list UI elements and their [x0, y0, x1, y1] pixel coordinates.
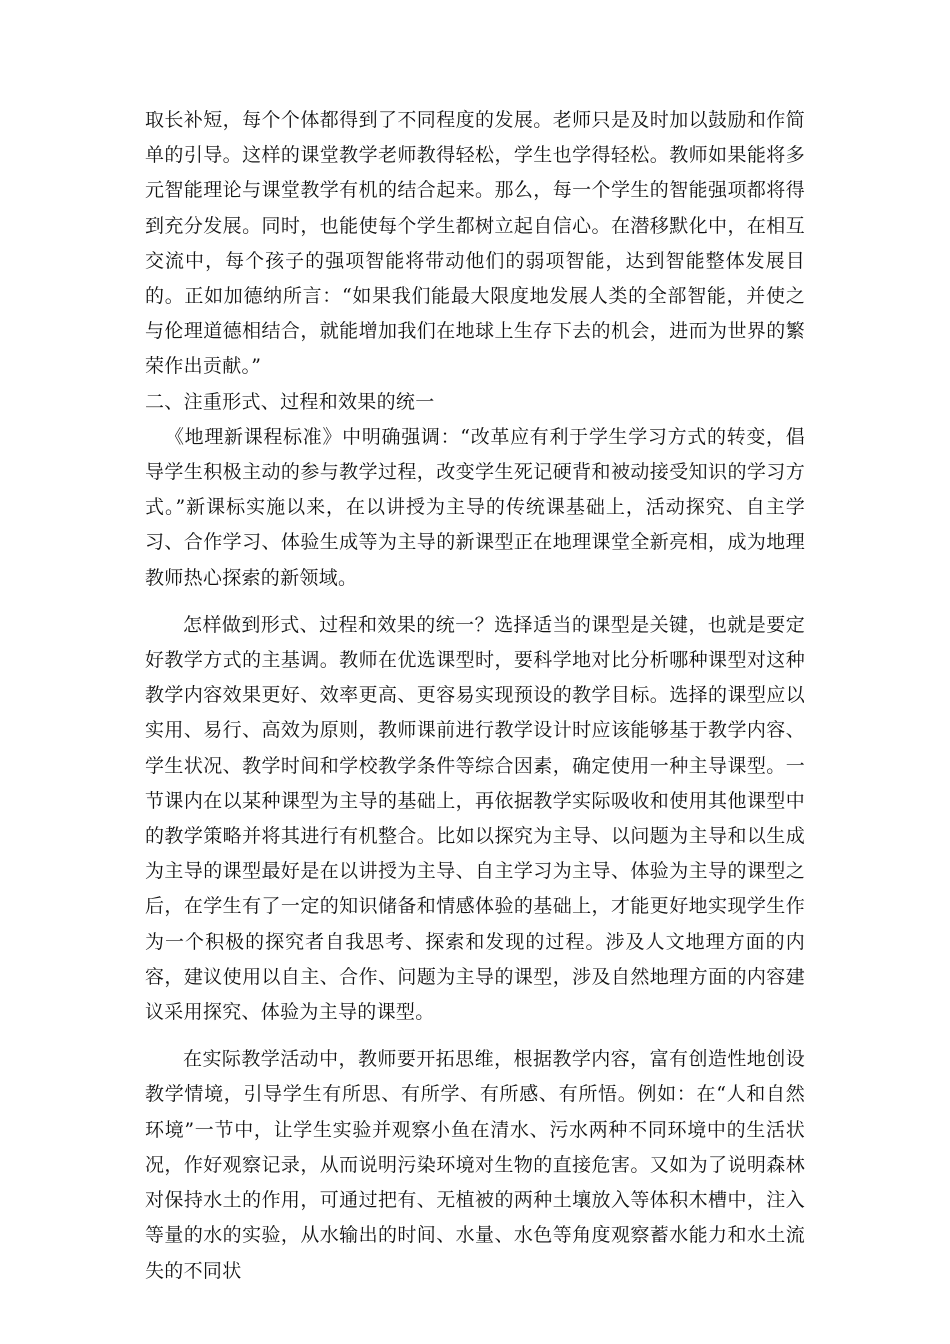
document-body — [145, 103, 805, 1289]
paragraph-2: 《地理新课程标准》中明确强调：“改革应有利于学生学习方式的转变，倡导学生积极主动的参与教学过程，改变学生死记硬背和被动接受知识的学习方式。”新课标实施以来，在以讲授为主导的传统课基础上，活动探究、自主学习、合作学习、体验生成等为主导的新课型正在地理课堂全新亮相，成为地理教师热心探索的新领域。 — [145, 425, 805, 589]
paragraph-4: 在实际教学活动中，教师要开拓思维，根据教学内容，富有创造性地创设教学情境，引导学生有所思、有所学、有所感、有所悟。例如：在“人和自然环境”一节中，让学生实验并观察小鱼在清水、污水两种不同环境中的生活状况，作好观察记录，从而说明污染环境对生物的直接危害。又如为了说明森林对保持水土的作用，可通过把有、无植被的两种土壤放入等体积木槽中，注入等量的水的实验，从水输出的时间、水量、水色等角度观察蓄水能力和水土流失的不同状 — [145, 1048, 805, 1282]
paragraph-1: 取长补短，每个个体都得到了不同程度的发展。老师只是及时加以鼓励和作简单的引导。这样的课堂教学老师教得轻松，学生也学得轻松。教师如果能将多元智能理论与课堂教学有机的结合起来。那么，每一个学生的智能强项都将得到充分发展。同时，也能使每个学生都树立起自信心。在潜移默化中，在相互交流中，每个孩子的强项智能将带动他们的弱项智能，达到智能整体发展目的。正如加德纳所言：“如果我们能最大限度地发展人类的全部智能，并使之与伦理道德相结合，就能增加我们在地球上生存下去的机会，进而为世界的繁荣作出贡献。” — [145, 109, 805, 378]
paragraph-3: 怎样做到形式、过程和效果的统一？选择适当的课型是关键，也就是要定好教学方式的主基调。教师在优选课型时，要科学地对比分析哪种课型对这种教学内容效果更好、效率更高、更容易实现预设的教学目标。选择的课型应以实用、易行、高效为原则，教师课前进行教学设计时应该能够基于教学内容、学生状况、教学时间和学校教学条件等综合因素，确定使用一种主导课型。一节课内在以某种课型为主导的基础上，再依据教学实际吸收和使用其他课型中的教学策略并将其进行有机整合。比如以探究为主导、以问题为主导和以生成为主导的课型最好是在以讲授为主导、自主学习为主导、体验为主导的课型之后，在学生有了一定的知识储备和情感体验的基础上，才能更好地实现学生作为一个积极的探究者自我思考、探索和发现的过程。涉及人文地理方面的内容，建议使用以自主、合作、问题为主导的课型，涉及自然地理方面的内容建议采用探究、体验为主导的课型。 — [145, 613, 805, 1024]
section-heading: 二、注重形式、过程和效果的统一 — [145, 390, 435, 413]
